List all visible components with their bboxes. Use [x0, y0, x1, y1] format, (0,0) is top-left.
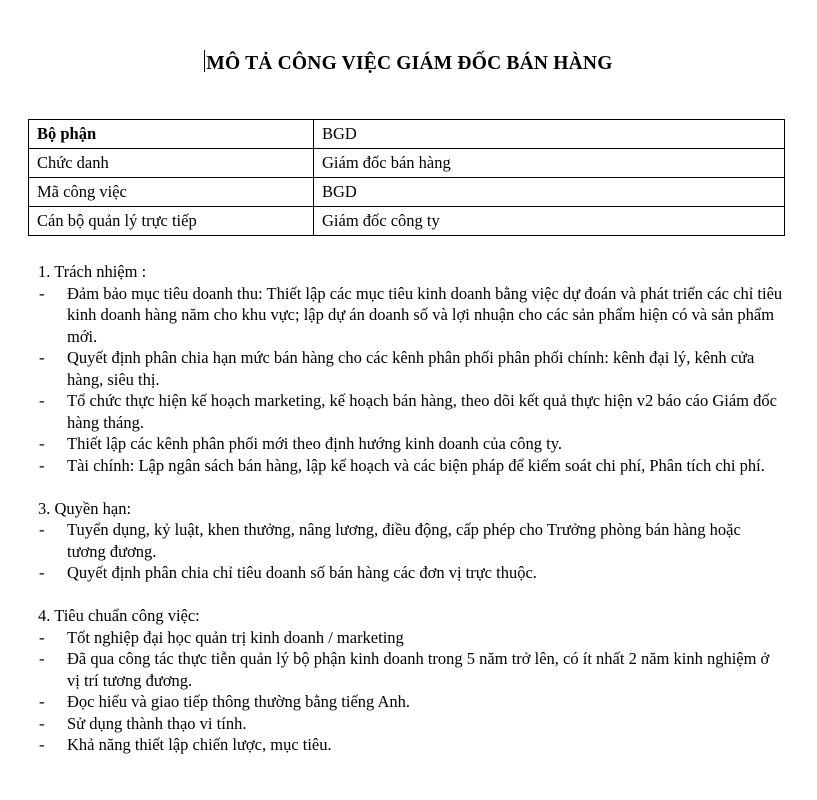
bullet-dash: - — [39, 348, 45, 367]
table-key: Bộ phận — [29, 120, 314, 149]
list-item-text: Tài chính: Lập ngân sách bán hàng, lập kế hoạch và các biện pháp để kiểm soát chi phí, Phân tích chi phí. — [67, 455, 765, 475]
bullet-dash: - — [39, 283, 45, 303]
list-item — [38, 455, 783, 477]
table-row — [29, 207, 785, 236]
list-item — [38, 390, 783, 433]
paragraph-gap — [38, 584, 783, 606]
paragraph-gap — [38, 476, 783, 498]
list-item — [38, 734, 783, 756]
bullet-dash: - — [39, 713, 45, 733]
table-key: Mã công việc — [29, 178, 314, 207]
bullet-dash: - — [39, 434, 45, 453]
list-item — [38, 347, 783, 390]
table-key: Chức danh — [29, 149, 314, 178]
bullet-dash: - — [39, 692, 45, 711]
bullet-dash: - — [39, 735, 45, 754]
job-info-table — [28, 119, 785, 236]
list-item — [38, 627, 783, 649]
list-item — [38, 433, 783, 455]
list-item-text: Thiết lập các kênh phân phối mới theo định hướng kinh doanh của công ty. — [67, 434, 562, 453]
list-item — [38, 283, 783, 348]
bullet-dash: - — [39, 563, 45, 582]
list-item-text: Quyết định phân chia chỉ tiêu doanh số bán hàng các đơn vị trực thuộc. — [67, 563, 537, 582]
table-row — [29, 149, 785, 178]
table-value: BGD — [314, 178, 785, 207]
list-item-text: Tốt nghiệp đại học quản trị kinh doanh / marketing — [67, 627, 404, 647]
document-body — [38, 261, 783, 756]
table-value: BGD — [314, 120, 785, 149]
list-item-text: Sử dụng thành thạo vi tính. — [67, 713, 247, 733]
bullet-dash: - — [39, 649, 45, 668]
bullet-dash: - — [39, 627, 45, 647]
list-item — [38, 713, 783, 735]
list-item-text: Khả năng thiết lập chiến lược, mục tiêu. — [67, 735, 332, 754]
section-heading: 4. Tiêu chuẩn công việc: — [38, 606, 200, 625]
table-row — [29, 178, 785, 207]
bullet-dash: - — [39, 391, 45, 410]
list-item — [38, 562, 783, 584]
list-item-text: Tổ chức thực hiện kế hoạch marketing, kế hoạch bán hàng, theo dõi kết quả thực hiện v2 báo cáo Giám đốc hàng tháng. — [67, 391, 777, 432]
page-title — [0, 50, 817, 75]
list-item-text: Đọc hiểu và giao tiếp thông thường bằng tiếng Anh. — [67, 692, 411, 711]
table-row — [29, 120, 785, 149]
bullet-dash: - — [39, 520, 45, 539]
section-heading: 1. Trách nhiệm : — [38, 262, 147, 281]
section-heading: 3. Quyền hạn: — [38, 498, 132, 518]
list-item-text: Đảm bảo mục tiêu doanh thu: Thiết lập các mục tiêu kinh doanh bằng việc dự đoán và phát triển các chỉ tiêu kinh doanh hàng năm cho khu vực; lập dự án doanh số và lợi nhuận cho các sản phẩm hiện có và sản phẩm mới. — [67, 283, 783, 346]
table-key: Cán bộ quản lý trực tiếp — [29, 207, 314, 236]
list-item-text: Đã qua công tác thực tiễn quản lý bộ phận kinh doanh trong 5 năm trở lên, có ít nhất 2 năm kinh nghiệm ở vị trí tương đương. — [67, 649, 770, 690]
table-value: Giám đốc công ty — [314, 207, 785, 236]
list-item-text: Quyết định phân chia hạn mức bán hàng cho các kênh phân phối phân phối chính: kênh đại lý, kênh cửa hàng, siêu thị. — [67, 348, 755, 389]
list-item-text: Tuyển dụng, kỷ luật, khen thưởng, nâng lương, điều động, cấp phép cho Trưởng phòng bán hàng hoặc tương đương. — [67, 520, 741, 561]
list-item — [38, 691, 783, 713]
bullet-dash: - — [39, 455, 45, 475]
list-item — [38, 648, 783, 691]
list-item — [38, 519, 783, 562]
page-title-text: MÔ TẢ CÔNG VIỆC GIÁM ĐỐC BÁN HÀNG — [206, 53, 613, 74]
table-value: Giám đốc bán hàng — [314, 149, 785, 178]
